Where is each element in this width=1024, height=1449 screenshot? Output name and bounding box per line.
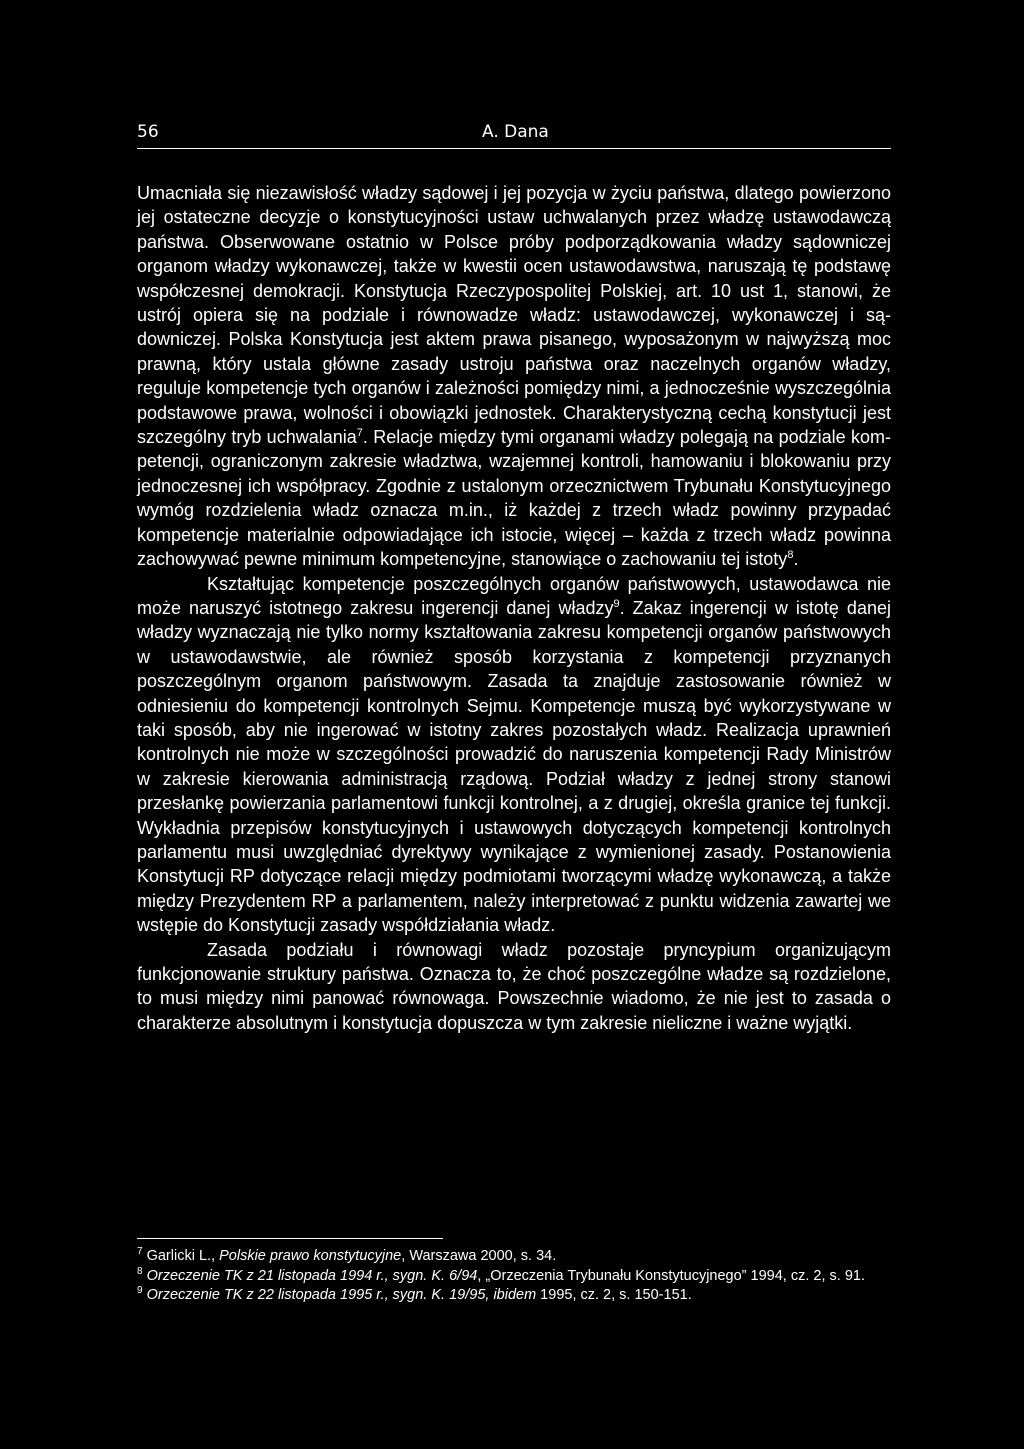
footnote-title: Orzeczenie TK z 22 listopada 1995 r., sygn. K. 19/95, ibidem <box>146 1287 537 1303</box>
paragraph <box>137 938 891 1036</box>
footnote-rest: 1995, cz. 2, s. 150-151. <box>536 1287 692 1303</box>
footnote-number: 8 <box>137 1265 143 1277</box>
paragraph-text: . Relacje między tymi organami władzy polegają na podziale kompetencji, ograniczonym zakresie władztwa, wzajemnej kontroli, hamowaniu i blokowaniu przy jednoczesnej ich współpracy. Zgodnie z ustalonym orzecznictwem Trybunału Konstytucyjnego wymóg rozdzielenia władz oznacza m.in., iż każdej z trzech władz powinny przypadać kompetencje materialnie odpowiadające ich istocie, więcej – każda z trzech władz powinna zachowywać pewne minimum kompetencyjne, stanowiące o zachowaniu tej istoty <box>137 427 891 570</box>
page-header <box>137 122 891 149</box>
footnote-rest: , Warszawa 2000, s. 34. <box>401 1248 557 1264</box>
paragraph <box>137 181 891 572</box>
page-number: 56 <box>137 122 159 142</box>
paragraph-text: . <box>793 549 799 570</box>
paragraph-text: . Zakaz ingerencji w istotę danej władzy wyznaczają nie tylko normy kształtowania zakresu kompetencji organów państwowych w ustawodawstwie, ale również sposób korzystania z kompetencji przyznanych poszczególnym organom państwowym. Zasada ta znajduje zastosowanie również w odniesieniu do kompetencji kontrolnych Sejmu. Kompetencje muszą być wykorzystywane w taki sposób, aby nie ingerować w istotny zakres pozostałych władz. Realizacja uprawnień kontrolnych nie może w szczególności prowadzić do naruszenia kompetencji Rady Ministrów w zakresie kierowania administracją rządową. Podział władzy z jednej strony stanowi przesłankę powierzania parlamentowi funkcji kontrolnej, a z drugiej, określa granice tej funkcji. Wykładnia przepisów konstytucyjnych i ustawowych dotyczących kompetencji kontrolnych parlamentu musi uwzględniać dyrektywy wynikające z wymienionej zasady. Postanowienia Konstytucji RP dotyczące relacji między podmiotami tworzącymi władzę wykonawczą, a także między Prezydentem RP a parlamentem, należy interpretować z punktu widzenia zawartej we wstępie do Konstytucji zasady współdziałania władz. <box>137 597 891 936</box>
paragraph <box>137 572 891 938</box>
paragraph-text: Kształtując kompetencje poszczególnych organów państwowych, ustawodawca nie może naruszyć istotnego zakresu ingerencji danej władzy <box>137 573 891 618</box>
footnotes <box>137 1247 891 1306</box>
footnote-9 <box>137 1286 891 1306</box>
footnote-ref-9: 9 <box>613 597 620 610</box>
footnote-number: 9 <box>137 1285 143 1296</box>
footnote-8 <box>137 1267 891 1287</box>
footnote-ref-7: 7 <box>356 427 363 440</box>
footnote-lead: Garlicki L., <box>146 1248 220 1264</box>
footnote-title: Polskie prawo konstytucyjne <box>219 1248 402 1264</box>
footnote-7 <box>137 1247 891 1267</box>
footnote-number: 7 <box>137 1246 143 1257</box>
footnote-ref-8: 8 <box>787 549 794 562</box>
footnote-separator <box>137 1238 443 1239</box>
footnote-rest: , „Orzeczenia Trybunału Konstytucyjnego” 1994, cz. 2, s. 91. <box>477 1267 865 1284</box>
paragraph-text: Umacniała się niezawisłość władzy sądowej i jej pozycja w życiu państwa, dlatego powierzono jej ostateczne decyzje o konstytucyjności ustaw uchwalanych przez władzę ustawodawczą państwa. Obserwowane ostatnio w Polsce próby podporządkowania władzy sądowniczej organom władzy wykonawczej, także w kwestii ocen ustawodawstwa, naruszają tę podstawę współczesnej demokracji. Konstytucja Rzeczypospolitej Polskiej, art. 10 ust 1, stanowi, że ustrój opiera się na podziale i równowadze władz: ustawodawczej, wykonawczej i sądowniczej. Polska Konstytucja jest aktem prawa pisanego, wyposażonym w najwyższą moc prawną, który ustala główne zasady ustroju państwa oraz naczelnych organów władzy, reguluje kompetencje tych organów i zależności pomiędzy nimi, a jednocześnie wyszczególnia podstawowe prawa, wolności i obowiązki jednostek. Charakterystyczną cechą konstytucji jest szczególny tryb uchwalania <box>137 183 891 448</box>
running-head: A. Dana <box>482 122 549 142</box>
footnote-title: Orzeczenie TK z 21 listopada 1994 r., sygn. K. 6/94 <box>146 1267 478 1284</box>
paragraph-text: Zasada podziału i równowagi władz pozostaje pryncypium organizującym funkcjonowanie struktury państwa. Oznacza to, że choć poszczególne władze są rozdzielone, to musi między nimi panować równowaga. Powszechnie wiadomo, że nie jest to zasada o charakterze absolutnym i konstytucja dopuszcza w tym zakresie nieliczne i ważne wyjątki. <box>137 939 891 1033</box>
body-text <box>137 181 891 1035</box>
